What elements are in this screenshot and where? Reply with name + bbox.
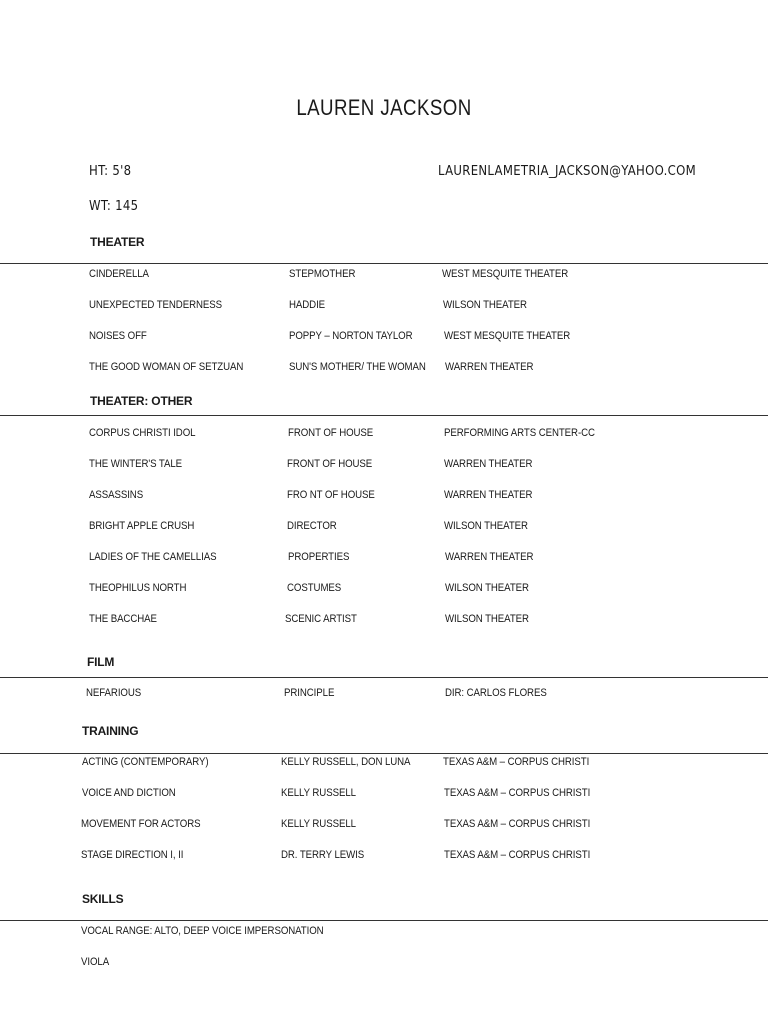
theater-other-row-5-role: PROPERTIES [288, 551, 350, 563]
theater-other-row-4-venue: WILSON THEATER [444, 520, 528, 532]
theater-other-row-5-venue: WARREN THEATER [445, 551, 534, 563]
section-heading-skills: SKILLS [82, 892, 124, 906]
theater-other-row-1-role: FRONT OF HOUSE [288, 427, 374, 439]
training-row-3-instructor: KELLY RUSSELL [281, 818, 356, 830]
training-row-1-school: TEXAS A&M – CORPUS CHRISTI [443, 756, 590, 768]
theater-row-2-venue: WILSON THEATER [443, 299, 527, 311]
theater-row-3-title: NOISES OFF [89, 330, 147, 342]
theater-row-1-venue: WEST MESQUITE THEATER [442, 268, 569, 280]
height-text: HT: 5'8 [89, 164, 132, 179]
section-divider [0, 753, 768, 754]
training-row-4-instructor: DR. TERRY LEWIS [281, 849, 365, 861]
theater-other-row-2-title: THE WINTER'S TALE [89, 458, 183, 470]
training-row-2-school: TEXAS A&M – CORPUS CHRISTI [444, 787, 591, 799]
skills-item-viola: VIOLA [81, 956, 110, 968]
theater-other-row-3-title: ASSASSINS [89, 489, 144, 501]
theater-row-2-title: UNEXPECTED TENDERNESS [89, 299, 222, 311]
section-heading-training: TRAINING [82, 724, 139, 738]
theater-row-4-venue: WARREN THEATER [445, 361, 534, 373]
theater-other-row-2-role: FRONT OF HOUSE [287, 458, 373, 470]
theater-other-row-3-role: FRO NT OF HOUSE [287, 489, 375, 501]
section-divider [0, 415, 768, 416]
theater-other-row-4-title: BRIGHT APPLE CRUSH [89, 520, 195, 532]
theater-other-row-3-venue: WARREN THEATER [444, 489, 533, 501]
film-row-1-title: NEFARIOUS [86, 687, 142, 699]
section-heading-theater: THEATER [90, 235, 145, 249]
theater-other-row-7-venue: WILSON THEATER [445, 613, 529, 625]
theater-other-row-1-venue: PERFORMING ARTS CENTER-CC [444, 427, 595, 439]
training-row-4-course: STAGE DIRECTION I, II [81, 849, 184, 861]
skills-item-vocal-range: VOCAL RANGE: ALTO, DEEP VOICE IMPERSONATION [81, 925, 324, 937]
training-row-1-course: ACTING (CONTEMPORARY) [82, 756, 209, 768]
section-heading-film: FILM [87, 655, 115, 669]
section-divider [0, 263, 768, 264]
theater-row-2-role: HADDIE [289, 299, 326, 311]
training-row-3-school: TEXAS A&M – CORPUS CHRISTI [444, 818, 591, 830]
film-row-1-director: DIR: CARLOS FLORES [445, 687, 547, 699]
theater-other-row-6-title: THEOPHILUS NORTH [89, 582, 187, 594]
theater-row-3-role: POPPY – NORTON TAYLOR [289, 330, 413, 342]
training-row-1-instructor: KELLY RUSSELL, DON LUNA [281, 756, 411, 768]
theater-row-3-venue: WEST MESQUITE THEATER [444, 330, 571, 342]
theater-row-1-title: CINDERELLA [89, 268, 149, 280]
section-divider [0, 920, 768, 921]
section-heading-theater-other: THEATER: OTHER [90, 394, 193, 408]
theater-other-row-4-role: DIRECTOR [287, 520, 337, 532]
theater-other-row-6-role: COSTUMES [287, 582, 342, 594]
theater-other-row-1-title: CORPUS CHRISTI IDOL [89, 427, 196, 439]
theater-row-4-role: SUN'S MOTHER/ THE WOMAN [289, 361, 426, 373]
email-text: LAURENLAMETRIA_JACKSON@YAHOO.COM [438, 164, 696, 179]
theater-other-row-6-venue: WILSON THEATER [445, 582, 529, 594]
resume-name: LAUREN JACKSON [296, 95, 472, 120]
training-row-3-course: MOVEMENT FOR ACTORS [81, 818, 201, 830]
weight-text: WT: 145 [89, 199, 139, 214]
theater-row-4-title: THE GOOD WOMAN OF SETZUAN [89, 361, 244, 373]
training-row-2-instructor: KELLY RUSSELL [281, 787, 356, 799]
section-divider [0, 677, 768, 678]
theater-row-1-role: STEPMOTHER [289, 268, 356, 280]
theater-other-row-2-venue: WARREN THEATER [444, 458, 533, 470]
theater-other-row-5-title: LADIES OF THE CAMELLIAS [89, 551, 217, 563]
theater-other-row-7-title: THE BACCHAE [89, 613, 157, 625]
training-row-2-course: VOICE AND DICTION [82, 787, 176, 799]
training-row-4-school: TEXAS A&M – CORPUS CHRISTI [444, 849, 591, 861]
theater-other-row-7-role: SCENIC ARTIST [285, 613, 357, 625]
film-row-1-role: PRINCIPLE [284, 687, 335, 699]
